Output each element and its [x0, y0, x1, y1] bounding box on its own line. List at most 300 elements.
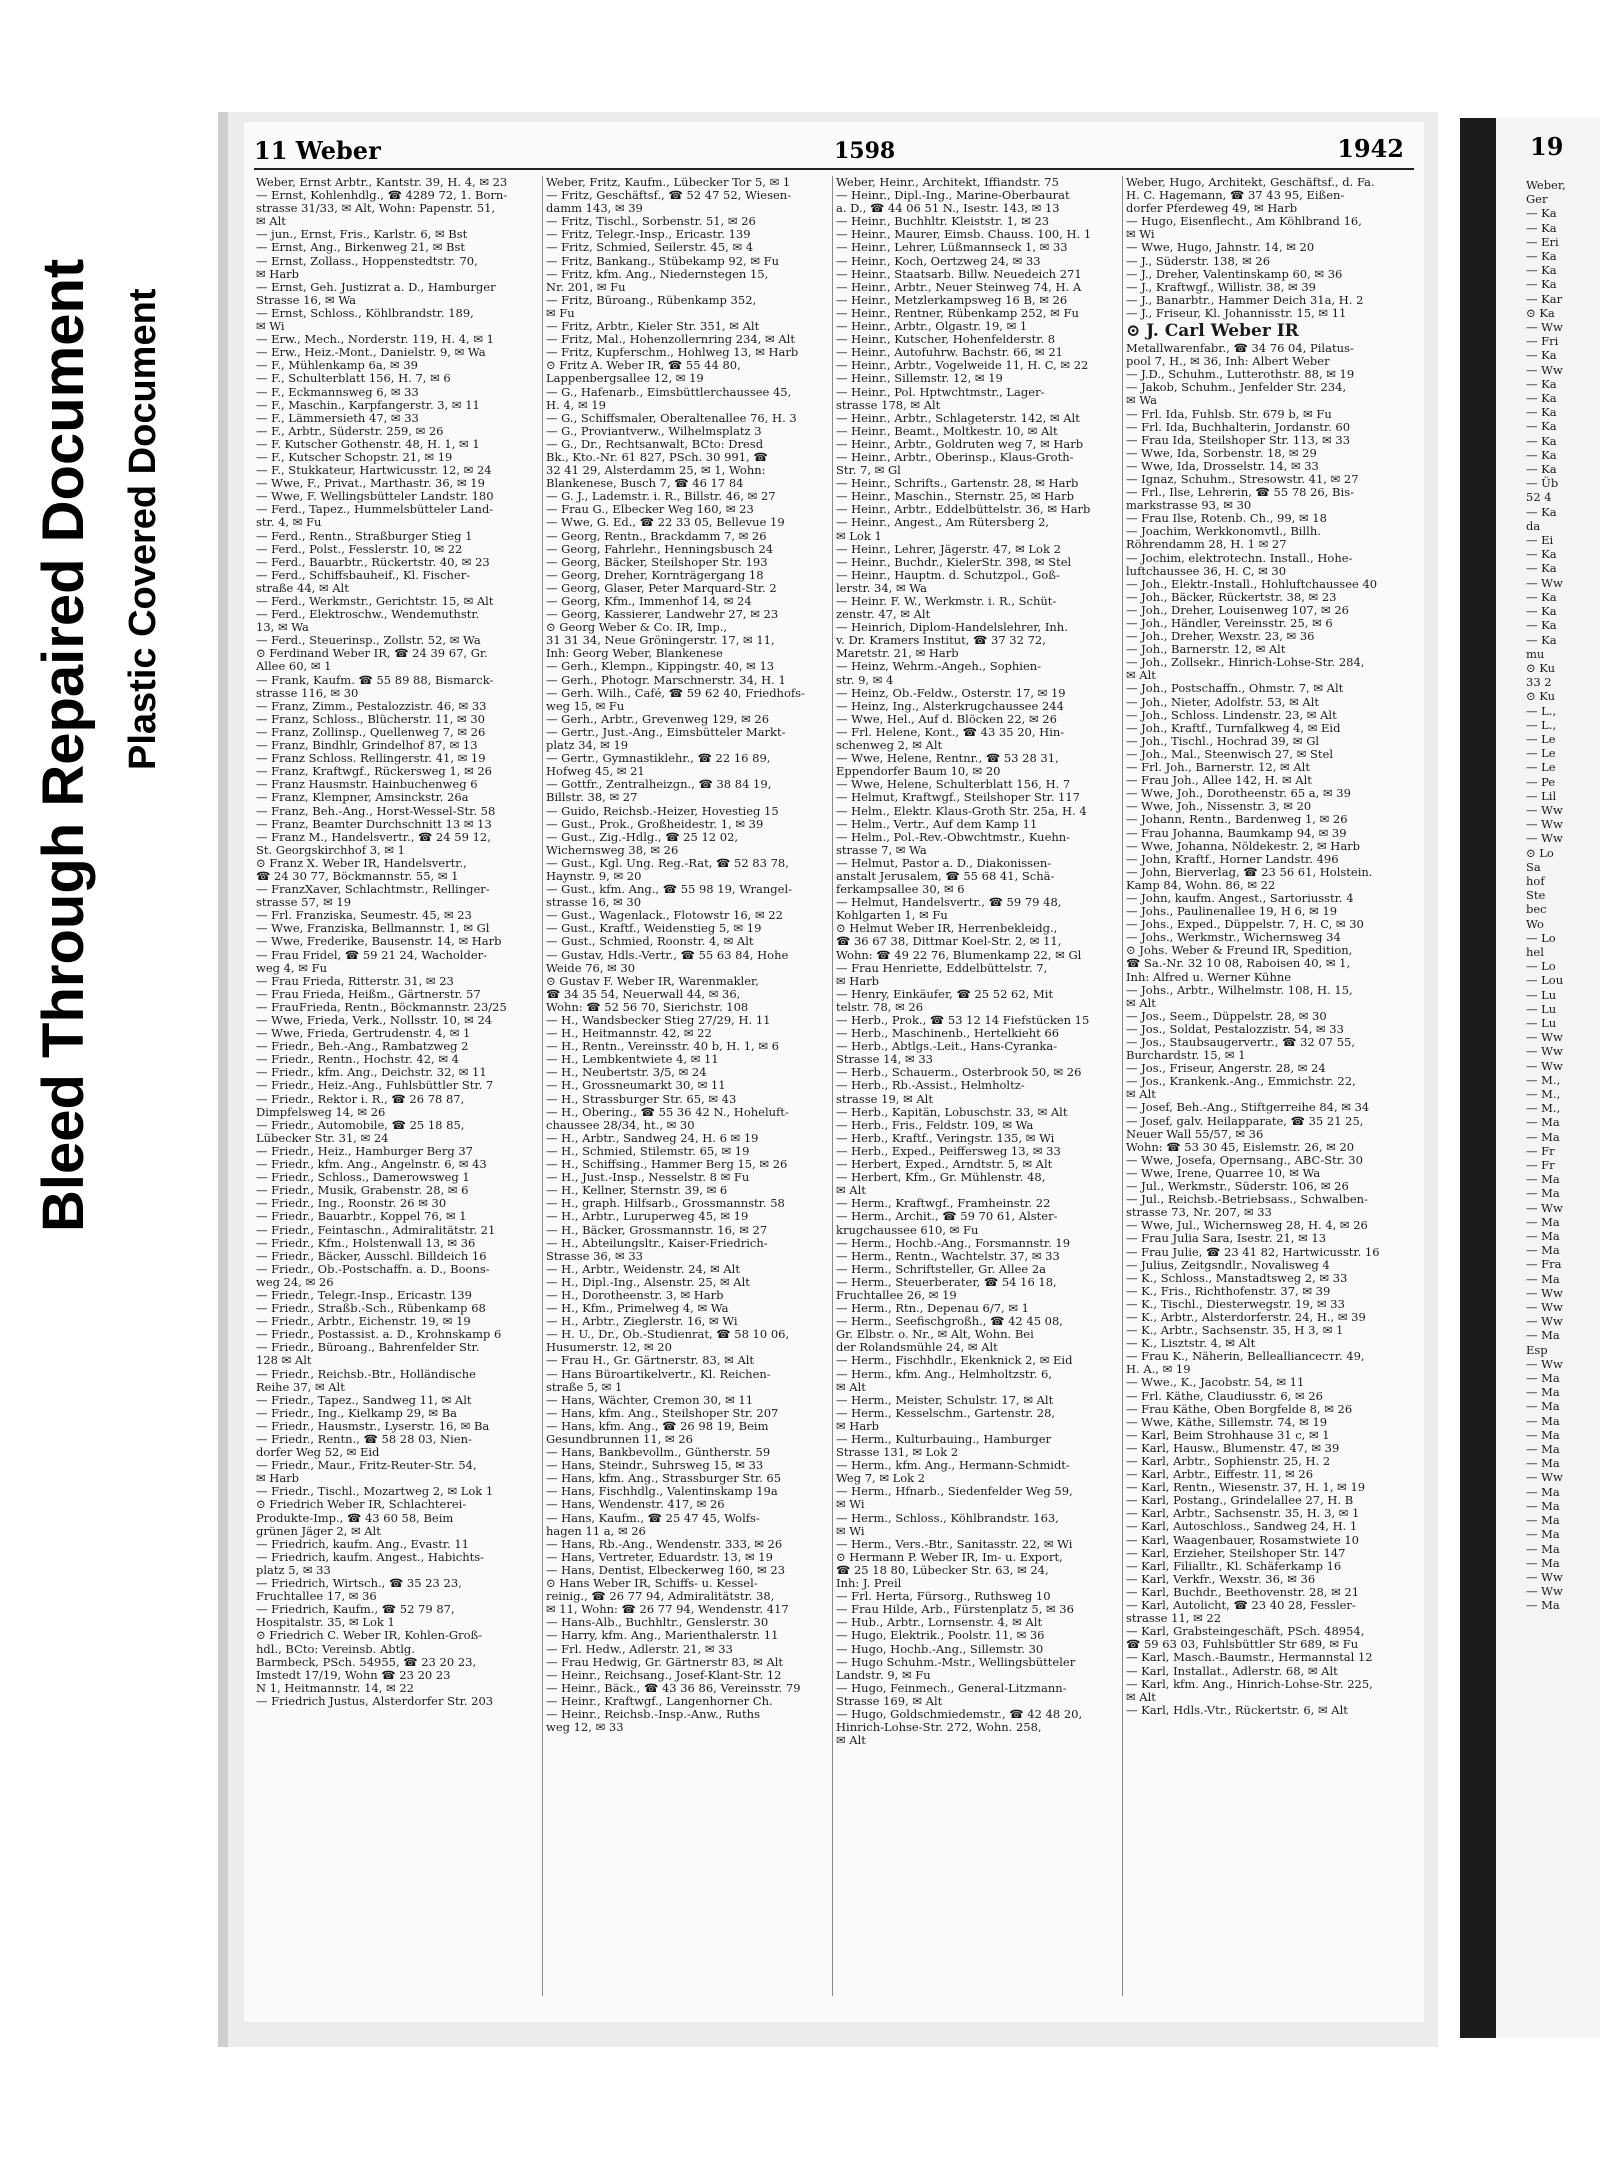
directory-entry: — Franz, Zollinsp., Quellenweg 7, ✉ 26: [256, 725, 486, 739]
directory-entry: Wohn: ☎ 53 30 45, Eislemstr. 26, ✉ 20: [1126, 1140, 1355, 1154]
directory-entry: Husumerstr. 12, ✉ 20: [546, 1341, 672, 1355]
directory-entry: — Frau Fridel, ☎ 59 21 24, Wacholder-: [256, 948, 488, 962]
page-number: 1598: [834, 138, 896, 164]
directory-entry: — H., Arbtr., Weidenstr. 24, ✉ Alt: [546, 1262, 740, 1276]
directory-entry: ⊙ Georg Weber & Co. IR, Imp.,: [546, 621, 728, 635]
directory-entry: — F., Lämmersieth 47, ✉ 33: [256, 411, 419, 425]
directory-entry: — Wwe, Frieda, Gertrudenstr. 4, ✉ 1: [256, 1027, 471, 1041]
edge-fragment: — M.,: [1526, 1101, 1561, 1116]
directory-entry: — H., Rentn., Vereinsstr. 40 b, H. 1, ✉ 6: [546, 1040, 779, 1054]
directory-entry: — Hans, kfm. Ang., Steilshoper Str. 207: [546, 1406, 779, 1420]
edge-fragment: — Ei: [1526, 533, 1554, 548]
column-divider: [832, 176, 833, 1996]
directory-entry: Burchardstr. 15, ✉ 1: [1126, 1049, 1246, 1063]
directory-entry: — Wwe, Frederike, Bausenstr. 14, ✉ Harb: [256, 935, 502, 949]
header-left: 11 Weber: [254, 136, 381, 165]
edge-fragment: — Ww: [1526, 1569, 1563, 1584]
directory-entry: — Wwe, Irene, Quarree 10, ✉ Wa: [1126, 1166, 1321, 1180]
directory-entry: — Gottfr., Zentralheizgn., ☎ 38 84 19,: [546, 778, 772, 792]
directory-entry: ☎ 36 67 38, Dittmar Koel-Str. 2, ✉ 11,: [836, 935, 1062, 949]
directory-entry: damm 143, ✉ 39: [546, 202, 643, 216]
directory-entry: — Heinz, Wehrm.-Angeh., Sophien-: [836, 660, 1042, 674]
directory-entry: str. 4, ✉ Fu: [256, 516, 322, 530]
directory-entry: Inh: Georg Weber, Blankenese: [546, 647, 723, 661]
directory-entry: — Heinr., Rentner, Rübenkamp 252, ✉ Fu: [836, 306, 1079, 320]
directory-entry: 128 ✉ Alt: [256, 1354, 312, 1368]
directory-entry: — FrauFrieda, Rentn., Böckmannstr. 23/25: [256, 1000, 507, 1014]
directory-entry: telstr. 78, ✉ 26: [836, 1000, 924, 1014]
directory-entry: ✉ 11, Wohn: ☎ 26 77 94, Wendenstr. 417: [546, 1603, 789, 1617]
directory-entry: — Friedr., Schloss., Damerowsweg 1: [256, 1171, 470, 1185]
edge-fragment: — Ka: [1526, 447, 1557, 462]
directory-entry: strasse 57, ✉ 19: [256, 896, 352, 910]
directory-entry: — Wwe, Hugo, Jahnstr. 14, ✉ 20: [1126, 241, 1315, 255]
edge-fragment: — Ma: [1526, 1243, 1560, 1258]
directory-entry: — Heinr., Kraftwgf., Langenhorner Ch.: [546, 1694, 773, 1708]
directory-entry: — Friedrich, kaufm. Ang., Evastr. 11: [256, 1537, 470, 1551]
directory-entry: — Georg, Rentn., Brackdamm 7, ✉ 26: [546, 529, 767, 543]
edge-fragment: — Ka: [1526, 206, 1557, 221]
directory-entry: — Heinr., Hauptm. d. Schutzpol., Goß-: [836, 568, 1060, 582]
directory-entry: — Ernst, Schloss., Köhlbrandstr. 189,: [256, 306, 474, 320]
directory-entry: krugchaussee 610, ✉ Fu: [836, 1223, 979, 1237]
directory-entry: — Joh., Schloss. Lindenstr. 23, ✉ Alt: [1126, 708, 1337, 722]
directory-entry: — Johs., Werkmstr., Wichernsweg 34: [1126, 931, 1341, 945]
directory-entry: ☎ 25 18 80, Lübecker Str. 63, ✉ 24,: [836, 1563, 1049, 1577]
directory-entry: — Herb., Kraftf., Veringstr. 135, ✉ Wi: [836, 1131, 1055, 1145]
edge-fragment: — Ma: [1526, 1399, 1560, 1414]
directory-entry: — Hans, Dentist, Elbeckerweg 160, ✉ 23: [546, 1563, 786, 1577]
directory-entry: ⊙ Friedrich Weber IR, Schlachterei-: [256, 1498, 467, 1512]
directory-entry: — Karl, Rentn., Wiesenstr. 37, H. 1, ✉ 19: [1126, 1481, 1366, 1495]
directory-entry: ✉ Alt: [256, 215, 286, 229]
directory-entry: — Johs., Paulinenallee 19, H 6, ✉ 19: [1126, 905, 1338, 919]
directory-entry: — K., Lisztstr. 4, ✉ Alt: [1126, 1337, 1256, 1351]
directory-entry: — F., Kutscher Schopstr. 21, ✉ 19: [256, 450, 453, 464]
directory-entry: — Herm., Kesselschm., Gartenstr. 28,: [836, 1406, 1056, 1420]
directory-entry: — Helm., Pol.-Rev.-Obwchtmstr., Kuehn-: [836, 830, 1071, 844]
directory-entry: — Heinr., Sillemstr. 12, ✉ 19: [836, 372, 1003, 386]
directory-entry: — Friedr., Feintaschn., Admiralitätstr. 21: [256, 1223, 496, 1237]
directory-entry: — Karl, Installat., Adlerstr. 68, ✉ Alt: [1126, 1664, 1338, 1678]
directory-entry: — Jos., Soldat, Pestalozzistr. 54, ✉ 33: [1126, 1022, 1344, 1036]
directory-entry: — Friedrich, Kaufm., ☎ 52 79 87,: [256, 1603, 455, 1617]
directory-entry: ✉ Wi: [836, 1498, 865, 1512]
directory-entry: — Gerh. Wilh., Café, ☎ 59 62 40, Friedhofs-: [546, 686, 805, 700]
directory-entry: Produkte-Imp., ☎ 43 60 58, Beim: [256, 1511, 454, 1525]
directory-entry: Wohn: ☎ 52 56 70, Sierichstr. 108: [546, 1000, 749, 1014]
directory-entry: — Helmut, Kraftwgf., Steilshoper Str. 117: [836, 791, 1080, 805]
directory-entry: ⊙ Helmut Weber IR, Herrenbekleidg.,: [836, 922, 1058, 936]
directory-entry: — Joh., Kraftf., Turnfalkweg 4, ✉ Eid: [1126, 721, 1341, 735]
directory-entry: ⊙ Ferdinand Weber IR, ☎ 24 39 67, Gr.: [256, 647, 488, 661]
directory-entry: Kamp 84, Wohn. 86, ✉ 22: [1126, 878, 1276, 892]
directory-entry: — Georg, Glaser, Peter Marquard-Str. 2: [546, 581, 777, 595]
directory-entry: — Frau Julia Sara, Isestr. 21, ✉ 13: [1126, 1232, 1327, 1246]
directory-entry: — Joh., Händler, Vereinsstr. 25, ✉ 6: [1126, 617, 1333, 630]
directory-entry: — J., Banarbtr., Hammer Deich 31a, H. 2: [1126, 293, 1364, 307]
directory-entry: — Hugo, Feinmech., General-Litzmann-: [836, 1681, 1067, 1695]
directory-entry: schenweg 2, ✉ Alt: [836, 739, 943, 753]
directory-entry: — Friedrich, Wirtsch., ☎ 35 23 23,: [256, 1577, 462, 1591]
directory-entry: ⊙ Franz X. Weber IR, Handelsvertr.,: [256, 856, 467, 870]
directory-entry: Imstedt 17/19, Wohn ☎ 23 20 23: [256, 1668, 451, 1682]
directory-entry: Bk., Kto.-Nr. 61 827, PSch. 30 991, ☎: [546, 450, 768, 464]
directory-entry: — Friedr., Rentn., ☎ 58 28 03, Nien-: [256, 1433, 472, 1446]
directory-entry: — F. Kutscher Gothenstr. 48, H. 1, ✉ 1: [256, 437, 480, 451]
directory-entry: ✉ Harb: [256, 267, 300, 281]
directory-entry: — Ernst, Kohlenhdlg., ☎ 4289 72, 1. Born-: [256, 189, 508, 203]
directory-entry: ⊙ Fritz A. Weber IR, ☎ 55 44 80,: [546, 359, 741, 373]
directory-entry: — Frau Hedwig, Gr. Gärtnerstr 83, ✉ Alt: [546, 1655, 784, 1669]
directory-entry: ☎ 59 63 03, Fuhlsbüttler Str 689, ✉ Fu: [1126, 1638, 1359, 1652]
directory-entry: — Heinz, Ob.-Feldw., Osterstr. 17, ✉ 19: [836, 686, 1066, 700]
directory-entry: — J., Friseur, Kl. Johannisstr. 15, ✉ 11: [1126, 306, 1347, 320]
directory-entry: — FranzXaver, Schlachtmstr., Rellinger-: [256, 883, 490, 897]
directory-entry: — Heinr., Staatsarb. Billw. Neuedeich 271: [836, 267, 1082, 281]
directory-entry: Neuer Wall 55/57, ✉ 36: [1126, 1127, 1264, 1141]
directory-entry: — Herm., Meister, Schulstr. 17, ✉ Alt: [836, 1393, 1054, 1407]
directory-entry: — Hans Büroartikelvertr., Kl. Reichen-: [546, 1367, 771, 1381]
edge-fragment: Sa: [1526, 859, 1541, 874]
directory-entry: Str. 7, ✉ Gl: [836, 464, 901, 478]
directory-entry: — Georg, Fahrlehr., Henningsbusch 24: [546, 542, 774, 556]
directory-entry: Kohlgarten 1, ✉ Fu: [836, 909, 948, 923]
directory-entry: weg 24, ✉ 26: [256, 1275, 334, 1289]
edge-fragment: — Lu: [1526, 987, 1557, 1002]
directory-entry: — Friedr., kfm. Ang., Deichstr. 32, ✉ 11: [256, 1066, 487, 1080]
directory-entry: — Wwe, Helene, Rentnr., ☎ 53 28 31,: [836, 752, 1059, 766]
directory-entry: Metallwarenfabr., ☎ 34 76 04, Pilatus-: [1126, 342, 1354, 356]
directory-entry: — Fritz, Kupferschm., Hohlweg 13, ✉ Harb: [546, 346, 799, 360]
directory-entry: — Erw., Mech., Norderstr. 119, H. 4, ✉ 1: [256, 333, 494, 347]
directory-entry: — Friedr., Musik, Grabenstr. 28, ✉ 6: [256, 1184, 469, 1198]
edge-fragment: — Ww: [1526, 1285, 1563, 1300]
directory-entry: Weber, Ernst Arbtr., Kantstr. 39, H. 4, ✉ 23: [256, 176, 508, 189]
directory-entry: — Herm., Rentn., Wachtelstr. 37, ✉ 33: [836, 1249, 1060, 1263]
edge-fragment: — Ma: [1526, 1214, 1560, 1229]
directory-entry: — Heinr., Reichsb.-Insp.-Anw., Ruths: [546, 1707, 760, 1721]
directory-entry: ✉ Wi: [836, 1524, 865, 1538]
directory-entry: — Karl, Arbtr., Sophienstr. 25, H. 2: [1126, 1455, 1331, 1468]
directory-entry: — Herbert, Kfm., Gr. Mühlenstr. 48,: [836, 1171, 1046, 1185]
directory-entry: — H., graph. Hilfsarb., Grossmannstr. 58: [546, 1197, 785, 1211]
directory-entry: — Hugo, Eisenflecht., Am Köhlbrand 16,: [1126, 215, 1362, 229]
directory-entry: ✉ Lok 1: [836, 529, 882, 543]
directory-entry: — Friedrich Justus, Alsterdorfer Str. 203: [256, 1694, 494, 1708]
directory-entry: ✉ Harb: [836, 974, 880, 988]
edge-fragment: ⊙ Ka: [1526, 305, 1555, 320]
edge-fragment: — M.,: [1526, 1087, 1561, 1101]
directory-entry: — Jos., Friseur, Angerstr. 28, ✉ 24: [1126, 1062, 1326, 1076]
directory-entry: — Jul., Reichsb.-Betriebsass., Schwalben-: [1126, 1193, 1368, 1207]
directory-entry: — Herm., Hochb.-Ang., Forsmannstr. 19: [836, 1236, 1071, 1250]
directory-entry: — Herb., Kapitän, Lobuschstr. 33, ✉ Alt: [836, 1105, 1068, 1119]
directory-entry: — H., Arbtr., Sandweg 24, H. 6 ✉ 19: [546, 1131, 759, 1145]
directory-entry: — Hans, Fischhdlg., Valentinskamp 19a: [546, 1485, 778, 1499]
directory-entry: — Karl, Erzieher, Steilshoper Str. 147: [1126, 1546, 1346, 1560]
directory-entry: platz 5, ✉ 33: [256, 1563, 331, 1577]
directory-entry: — Karl, Hausw., Blumenstr. 47, ✉ 39: [1126, 1441, 1340, 1455]
directory-entry: — Ferd., Schiffsbauheif., Kl. Fischer-: [256, 568, 471, 582]
directory-entry: — Heinr., Schrifts., Gartenstr. 28, ✉ Harb: [836, 477, 1079, 491]
directory-entry: 32 41 29, Alsterdamm 25, ✉ 1, Wohn:: [546, 464, 766, 478]
directory-entry: — Frau Hilde, Arb., Fürstenplatz 5, ✉ 36: [836, 1603, 1074, 1617]
edge-fragment: — Ww: [1526, 802, 1563, 817]
directory-entry: chaussee 28/34, ht., ✉ 30: [546, 1118, 695, 1132]
directory-entry: — Heinr., Arbtr., Goldruten weg 7, ✉ Harb: [836, 437, 1084, 451]
directory-entry: — Friedr., Büroang., Bahrenfelder Str.: [256, 1341, 480, 1355]
directory-entry: Strasse 131, ✉ Lok 2: [836, 1446, 959, 1460]
directory-entry: — Heinr., Arbtr., Eddelbüttelstr. 36, ✉ Harb: [836, 503, 1091, 517]
edge-fragment: — Fr: [1526, 1158, 1555, 1173]
directory-entry: — Hans, Wendenstr. 417, ✉ 26: [546, 1498, 725, 1512]
directory-entry: — J., Dreher, Valentinskamp 60, ✉ 36: [1126, 267, 1343, 281]
directory-entry: — Helmut, Handelsvertr., ☎ 59 79 48,: [836, 896, 1062, 910]
directory-entry: — Friedr., Bauarbtr., Koppel 76, ✉ 1: [256, 1210, 467, 1224]
directory-entry: — Karl, Grabsteingeschäft, PSch. 48954,: [1126, 1625, 1365, 1639]
directory-entry: — Heinr., Maschin., Sternstr. 25, ✉ Harb: [836, 490, 1074, 504]
directory-entry: Inh: J. Preil: [836, 1577, 902, 1591]
directory-entry: Nr. 201, ✉ Fu: [546, 280, 626, 294]
directory-entry: strasse 19, ✉ Alt: [836, 1092, 933, 1106]
directory-entry: ✉ Fu: [546, 306, 575, 320]
directory-entry: — Herb., Prok., ☎ 53 12 14 Fiefstücken 15: [836, 1014, 1090, 1027]
directory-entry: — John, Bierverlag, ☎ 23 56 61, Holstein.: [1126, 865, 1373, 879]
edge-fragment: — Le: [1526, 760, 1556, 775]
edge-fragment: — Ka: [1526, 249, 1557, 264]
directory-entry: — Joh., Bäcker, Rückertstr. 38, ✉ 23: [1126, 590, 1337, 604]
directory-entry: — Joh., Dreher, Louisenweg 107, ✉ 26: [1126, 603, 1349, 617]
directory-entry: — Heinr., Arbtr., Olgastr. 19, ✉ 1: [836, 320, 1028, 334]
directory-entry: — Karl, Buchdr., Beethovenstr. 28, ✉ 21: [1126, 1585, 1360, 1599]
directory-entry: — Hans-Alb., Buchhltr., Genslerstr. 30: [546, 1616, 769, 1630]
next-page-fragments: [1526, 178, 1600, 1613]
edge-fragment: 52 4: [1526, 490, 1552, 505]
edge-fragment: — Ww: [1526, 1300, 1563, 1315]
directory-entry: — G., Hafenarb., Eimsbüttlerchaussee 45,: [546, 385, 792, 399]
edge-fragment: — Ma: [1526, 1541, 1560, 1556]
directory-entry: Gesundbrunnen 11, ✉ 26: [546, 1433, 693, 1446]
directory-entry: ⊙ Friedrich C. Weber IR, Kohlen-Groß-: [256, 1629, 483, 1643]
directory-entry: — Hans, kfm. Ang., ☎ 26 98 19, Beim: [546, 1419, 769, 1433]
directory-entry: Hofweg 45, ✉ 21: [546, 765, 645, 779]
directory-entry: Hospitalstr. 35, ✉ Lok 1: [256, 1616, 395, 1630]
directory-entry: — Franz, Kraftwgf., Rückersweg 1, ✉ 26: [256, 765, 493, 779]
directory-entry: — Franz, Beh.-Ang., Horst-Wessel-Str. 58: [256, 804, 496, 818]
directory-entry: — Ferd., Bauarbtr., Rückertstr. 40, ✉ 23: [256, 555, 490, 569]
directory-entry: — Herm., Steuerberater, ☎ 54 16 18,: [836, 1275, 1057, 1289]
plastic-covered-label: Plastic Covered Document: [122, 288, 164, 770]
directory-entry: — Karl, Arbtr., Eiffestr. 11, ✉ 26: [1126, 1468, 1314, 1482]
directory-entry: — Herb., Exped., Peiffersweg 13, ✉ 33: [836, 1144, 1061, 1158]
directory-columns: [256, 176, 1412, 1996]
directory-entry: — H., Neubertstr. 3/5, ✉ 24: [546, 1066, 707, 1080]
directory-entry: v. Dr. Kramers Institut, ☎ 37 32 72,: [836, 634, 1046, 648]
bleed-through-label: Bleed Through Repaired Document: [31, 258, 96, 1232]
directory-entry: — H., Arbtr., Zieglerstr. 16, ✉ Wi: [546, 1315, 738, 1329]
directory-entry: — H., Dipl.-Ing., Alsenstr. 25, ✉ Alt: [546, 1275, 750, 1289]
edge-fragment: hof: [1526, 873, 1545, 888]
directory-entry: — Joh., Nieter, Adolfstr. 53, ✉ Alt: [1126, 695, 1320, 709]
directory-entry: strasse 11, ✉ 22: [1126, 1612, 1222, 1626]
directory-entry: — Frl. Herta, Fürsorg., Ruthsweg 10: [836, 1590, 1051, 1604]
directory-entry: — Gustav, Hdls.-Vertr., ☎ 55 63 84, Hohe: [546, 948, 789, 962]
directory-entry: — Ernst, Ang., Birkenweg 21, ✉ Bst: [256, 241, 466, 255]
directory-entry: — Friedr., kfm. Ang., Angelnstr. 6, ✉ 43: [256, 1158, 487, 1172]
directory-entry: — Wwe, Helene, Schulterblatt 156, H. 7: [836, 778, 1071, 792]
directory-entry: — Frau Joh., Allee 142, H. ✉ Alt: [1126, 774, 1312, 788]
edge-fragment: — Lu: [1526, 1015, 1557, 1030]
directory-entry: — Heinz, Ing., Alsterkrugchaussee 244: [836, 699, 1064, 713]
edge-fragment: — Eri: [1526, 234, 1559, 249]
directory-entry: — Friedr., Rektor i. R., ☎ 26 78 87,: [256, 1092, 465, 1106]
edge-fragment: Wo: [1526, 916, 1544, 931]
edge-fragment: bec: [1526, 902, 1547, 917]
column-divider: [1122, 176, 1123, 1996]
directory-entry: — Hugo Schuhm.-Mstr., Wellingsbütteler: [836, 1655, 1076, 1669]
directory-entry: — Herm., Seefischgroßh., ☎ 42 45 08,: [836, 1315, 1063, 1329]
edge-fragment: — Lou: [1526, 973, 1564, 988]
directory-entry: — Herm., Schloss., Köhlbrandstr. 163,: [836, 1511, 1059, 1525]
directory-entry: — Helm., Vertr., Auf dem Kamp 11: [836, 817, 1038, 831]
directory-entry: — Joh., Postschaffn., Ohmstr. 7, ✉ Alt: [1126, 682, 1344, 696]
directory-entry: — Wwe, Hel., Auf d. Blöcken 22, ✉ 26: [836, 712, 1057, 726]
directory-entry: — H., Schmied, Stilemstr. 65, ✉ 19: [546, 1144, 750, 1158]
column-1: [256, 176, 538, 1996]
directory-entry: — Wwe, Johanna, Nöldekestr. 2, ✉ Harb: [1126, 839, 1361, 853]
directory-entry: — Jos., Krankenk.-Ang., Emmichstr. 22,: [1126, 1075, 1356, 1089]
directory-entry: Strasse 16, ✉ Wa: [256, 293, 357, 307]
directory-entry: 31 31 34, Neue Gröningerstr. 17, ✉ 11,: [546, 634, 775, 648]
directory-entry: ✉ Alt: [836, 1734, 866, 1748]
directory-entry: — Hans, kfm. Ang., Strassburger Str. 65: [546, 1472, 782, 1486]
directory-entry: ☎ Sa.-Nr. 32 10 08, Raboisen 40, ✉ 1,: [1126, 957, 1351, 971]
directory-entry: — Friedr., Beh.-Ang., Rambatzweg 2: [256, 1040, 469, 1054]
directory-entry: Eppendorfer Baum 10, ✉ 20: [836, 765, 1001, 779]
directory-entry: Fruchtallee 26, ✉ 19: [836, 1288, 957, 1302]
directory-entry: — Josef, Beh.-Ang., Stiftgerreihe 84, ✉ 34: [1126, 1101, 1370, 1115]
directory-entry: — Frl. Hedw., Adlerstr. 21, ✉ 33: [546, 1642, 733, 1656]
directory-entry: — Hans, Rb.-Ang., Wendenstr. 333, ✉ 26: [546, 1537, 783, 1551]
directory-entry: — Karl, Waagenbauer, Rosamstwiete 10: [1126, 1533, 1359, 1547]
directory-entry: ⊙ Johs. Weber & Freund IR, Spedition,: [1126, 944, 1353, 958]
directory-entry: — Wwe, Josefa, Opernsang., ABC-Str. 30: [1126, 1153, 1363, 1167]
directory-entry: — Karl, kfm. Ang., Hinrich-Lohse-Str. 225,: [1126, 1677, 1373, 1691]
directory-entry: — Fritz, Bankang., Stübekamp 92, ✉ Fu: [546, 254, 780, 268]
directory-entry: dorfer Pferdeweg 49, ✉ Harb: [1126, 202, 1298, 216]
edge-fragment: — Ma: [1526, 1229, 1560, 1244]
directory-entry: strasse 16, ✉ 30: [546, 896, 642, 910]
directory-entry: Inh: Alfred u. Werner Kühne: [1126, 970, 1292, 984]
directory-entry: ✉ Harb: [256, 1472, 300, 1486]
directory-entry: — Joachim, Werkkonomvtl., Billh.: [1126, 525, 1321, 539]
column-3: [836, 176, 1118, 1996]
directory-entry: — Wwe, Ida, Drosselstr. 14, ✉ 33: [1126, 459, 1319, 473]
directory-entry: — Ferd., Polst., Fesslerstr. 10, ✉ 22: [256, 542, 463, 556]
directory-entry: — F., Schulterblatt 156, H. 7, ✉ 6: [256, 372, 451, 386]
directory-entry: — Frau Julie, ☎ 23 41 82, Hartwicusstr. 16: [1126, 1245, 1380, 1259]
directory-entry: — Joh., Mal., Steenwisch 27, ✉ Stel: [1126, 747, 1333, 761]
edge-fragment: — Ww: [1526, 1030, 1563, 1045]
directory-entry: — Frau Ilse, Rotenb. Ch., 99, ✉ 18: [1126, 512, 1327, 526]
edge-fragment: — Ma: [1526, 1385, 1560, 1400]
directory-entry: — Gust., Kgl. Ung. Reg.-Rat, ☎ 52 83 78,: [546, 856, 789, 870]
edge-fragment: — Ww: [1526, 1058, 1563, 1073]
directory-entry: — Hans, Bankbevollm., Güntherstr. 59: [546, 1446, 771, 1460]
directory-entry: — F., Eckmannsweg 6, ✉ 33: [256, 385, 419, 399]
directory-entry: — Heinr., Arbtr., Neuer Steinweg 74, H. A: [836, 280, 1082, 294]
directory-entry: — Herm., Schriftsteller, Gr. Allee 2a: [836, 1262, 1047, 1276]
edge-fragment: — Kar: [1526, 291, 1563, 306]
directory-entry: — Herm., Kulturbauing., Hamburger: [836, 1433, 1052, 1446]
edge-fragment: — M.,: [1526, 1072, 1561, 1087]
directory-entry: — H., Wandsbecker Stieg 27/29, H. 11: [546, 1014, 771, 1027]
directory-entry: — Heinr., Buchdr., KielerStr. 398, ✉ Stel: [836, 555, 1072, 569]
edge-fragment: — Pe: [1526, 774, 1556, 789]
directory-entry: — Heinr., Lehrer, Jägerstr. 47, ✉ Lok 2: [836, 542, 1061, 556]
directory-entry: — F., Stukkateur, Hartwicusstr. 12, ✉ 24: [256, 464, 492, 478]
directory-entry: — Friedr., Tischl., Mozartweg 2, ✉ Lok 1: [256, 1485, 494, 1499]
directory-entry: ✉ Alt: [1126, 996, 1156, 1010]
directory-entry: ⊙ J. Carl Weber IR: [1126, 321, 1299, 342]
directory-entry: — Jos., Staubsaugervertr., ☎ 32 07 55,: [1126, 1036, 1355, 1049]
edge-fragment: Ste: [1526, 888, 1546, 903]
directory-entry: — Helmut, Pastor a. D., Diakonissen-: [836, 856, 1052, 870]
directory-entry: — Franz, Schloss., Blücherstr. 11, ✉ 30: [256, 712, 485, 726]
edge-fragment: Esp: [1526, 1342, 1548, 1357]
directory-entry: — Frau Henriette, Eddelbüttelstr. 7,: [836, 961, 1048, 975]
directory-entry: — Wwe, G. Ed., ☎ 22 33 05, Bellevue 19: [546, 516, 785, 530]
directory-entry: Lübecker Str. 31, ✉ 24: [256, 1131, 389, 1145]
directory-entry: — Friedr., Kfm., Holstenwall 13, ✉ 36: [256, 1236, 476, 1250]
directory-entry: — Fritz, Schmied, Seilerstr. 45, ✉ 4: [546, 241, 754, 255]
directory-entry: — H., Just.-Insp., Nesselstr. 8 ✉ Fu: [546, 1171, 750, 1185]
directory-entry: — Karl, Autoschloss., Sandweg 24, H. 1: [1126, 1520, 1358, 1534]
edge-fragment: — Ka: [1526, 391, 1557, 406]
directory-entry: — Heinr., Kutscher, Hohenfelderstr. 8: [836, 333, 1056, 347]
directory-entry: — Friedr., Ob.-Postschaffn. a. D., Boons-: [256, 1262, 490, 1276]
directory-entry: — Herm., kfm. Ang., Hermann-Schmidt-: [836, 1459, 1070, 1473]
directory-entry: Gr. Elbstr. o. Nr., ✉ Alt, Wohn. Bei: [836, 1328, 1034, 1342]
directory-entry: — Fritz, Arbtr., Kieler Str. 351, ✉ Alt: [546, 320, 760, 334]
column-4: [1126, 176, 1408, 1996]
directory-entry: — J., Süderstr. 138, ✉ 26: [1126, 254, 1271, 268]
directory-entry: — Friedr., Tapez., Sandweg 11, ✉ Alt: [256, 1393, 472, 1407]
directory-entry: — Friedr., Heiz.-Ang., Fuhlsbüttler Str. 7: [256, 1079, 494, 1093]
directory-entry: — Heinr., Beamt., Moltkestr. 10, ✉ Alt: [836, 424, 1058, 438]
directory-entry: — Gertr., Just.-Ang., Eimsbütteler Markt-: [546, 725, 786, 739]
directory-entry: ⊙ Hermann P. Weber IR, Im- u. Export,: [836, 1550, 1063, 1564]
directory-entry: — Fritz, Geschäftsf., ☎ 52 47 52, Wiesen-: [546, 189, 792, 203]
edge-fragment: — Ma: [1526, 1328, 1560, 1343]
directory-entry: ✉ Alt: [836, 1184, 866, 1198]
directory-entry: — Gust., Zig.-Hdlg., ☎ 25 12 02,: [546, 830, 739, 844]
edge-fragment: mu: [1526, 646, 1545, 661]
directory-entry: — K., Schloss., Manstadtsweg 2, ✉ 33: [1126, 1271, 1348, 1285]
edge-fragment: — Ka: [1526, 348, 1557, 363]
edge-fragment: — Ka: [1526, 462, 1557, 477]
directory-entry: luftchaussee 36, H. C, ✉ 30: [1126, 564, 1287, 578]
directory-entry: Röhrendamm 28, H. 1 ✉ 27: [1126, 538, 1287, 552]
directory-entry: — G., Proviantverw., Wilhelmsplatz 3: [546, 424, 762, 438]
directory-entry: — Karl, Masch.-Baumstr., Hermannstal 12: [1126, 1651, 1373, 1665]
directory-entry: — Gust., Schmied, Roonstr. 4, ✉ Alt: [546, 935, 754, 949]
directory-entry: — Harry, kfm. Ang., Marienthalerstr. 11: [546, 1629, 779, 1643]
directory-entry: — Heinrich, Diplom-Handelslehrer, Inh.: [836, 621, 1068, 635]
directory-entry: — Ferd., Werkmstr., Gerichtstr. 15, ✉ Alt: [256, 595, 494, 608]
directory-entry: — Heinr., Arbtr., Schlageterstr. 142, ✉ Alt: [836, 411, 1080, 425]
